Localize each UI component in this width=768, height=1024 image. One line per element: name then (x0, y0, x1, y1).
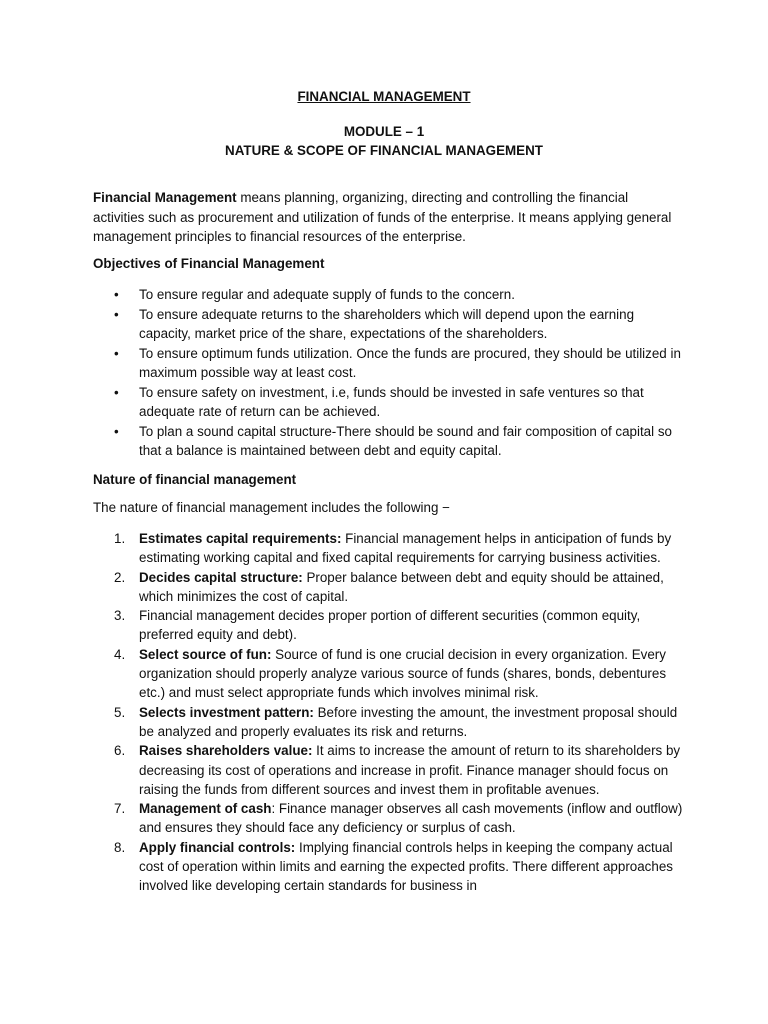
list-item-text: To ensure safety on investment, i.e, funds should be invested in safe ventures so that adequate rate of return can be achieved. (139, 384, 644, 419)
item-number: 8. (114, 839, 126, 855)
bullet-icon: • (114, 287, 119, 302)
objectives-list (93, 285, 683, 461)
nature-heading: Nature of financial management (93, 472, 297, 487)
item-text: : Finance manager observes all cash movements (inflow and outflow) and ensures they should face any deficiency or surplus of cash. (139, 801, 683, 836)
list-item (93, 838, 683, 896)
list-item (93, 799, 683, 838)
item-text: Financial management helps in anticipation of funds by estimating working capital and fixed capital requirements for carrying business activities. (139, 531, 672, 566)
module-subtitle: NATURE & SCOPE OF FINANCIAL MANAGEMENT (225, 143, 543, 158)
item-term: Estimates capital requirements: (139, 531, 342, 546)
item-text: Financial management decides proper portion of different securities (common equity, preferred equity and debt). (139, 608, 641, 643)
module-heading: MODULE – 1 (343, 124, 425, 139)
item-term: Apply financial controls: (139, 839, 296, 855)
bullet-icon: • (114, 345, 119, 361)
item-number: 2. (114, 569, 126, 585)
item-number: 1. (114, 531, 126, 546)
list-item-text: To ensure regular and adequate supply of funds to the concern. (139, 287, 515, 302)
list-item (93, 285, 683, 305)
item-number: 6. (114, 743, 126, 759)
bullet-icon: • (114, 423, 119, 439)
item-number: 3. (114, 608, 126, 624)
list-item (93, 703, 683, 742)
list-item (93, 741, 683, 799)
item-term: Select source of fun: (139, 646, 272, 662)
item-text: Implying financial controls helps in keeping the company actual cost of operation within limits and earning the expected profits. There different approaches involved like developing certain standards for business in (139, 839, 673, 894)
item-term: Decides capital structure: (139, 569, 303, 585)
item-number: 5. (114, 704, 126, 720)
list-item (93, 422, 683, 461)
item-text: It aims to increase the amount of return to its shareholders by decreasing its cost of operations and increase in profit. Finance manager should focus on raising the funds from different sources and invest them in profitable avenues. (139, 743, 681, 797)
item-term: Management of cash (139, 801, 272, 817)
item-text: Source of fund is one crucial decision in every organization. Every organization should properly analyze various source of funds (shares, bonds, debentures etc.) and must select appropriate funds which involves minimal risk. (139, 646, 667, 701)
list-item-text: To ensure optimum funds utilization. Once the funds are procured, they should be utilized in maximum possible way at least cost. (139, 345, 681, 380)
list-item (93, 529, 683, 568)
objectives-heading: Objectives of Financial Management (93, 256, 325, 271)
bullet-icon: • (114, 306, 119, 322)
item-term: Raises shareholders value: (139, 743, 313, 759)
list-item (93, 645, 683, 703)
list-item-text: To ensure adequate returns to the shareholders which will depend upon the earning capacity, market price of the share, expectations of the shareholders. (139, 306, 635, 341)
list-item (93, 344, 683, 383)
item-number: 7. (114, 801, 126, 817)
item-text: Proper balance between debt and equity should be attained, which minimizes the cost of capital. (139, 569, 664, 604)
item-text: Before investing the amount, the investment proposal should be analyzed and properly evaluates its risk and returns. (139, 704, 678, 739)
nature-intro: The nature of financial management includes the following − (93, 500, 450, 515)
intro-term: Financial Management (93, 190, 237, 205)
nature-list (93, 529, 683, 896)
intro-text: means planning, organizing, directing and controlling the financial activities such as procurement and utilization of funds of the enterprise. It means applying general management principles to financial resources of the enterprise. (93, 190, 672, 244)
intro-paragraph (93, 188, 683, 247)
list-item (93, 305, 683, 344)
list-item (93, 383, 683, 422)
item-term: Selects investment pattern: (139, 704, 314, 720)
list-item (93, 568, 683, 607)
list-item-text: To plan a sound capital structure-There should be sound and fair composition of capital so that a balance is maintained between debt and equity capital. (139, 423, 672, 458)
list-item (93, 606, 683, 645)
bullet-icon: • (114, 384, 119, 400)
document-title: FINANCIAL MANAGEMENT (297, 89, 471, 104)
item-number: 4. (114, 646, 126, 662)
